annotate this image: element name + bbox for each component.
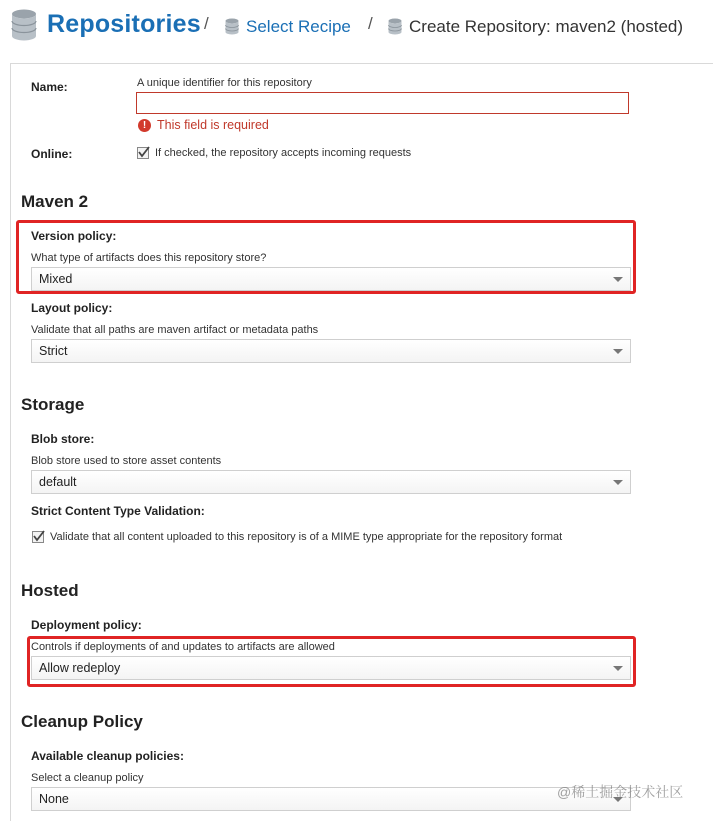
watermark-text: @稀土掘金技术社区 (557, 784, 684, 800)
breadcrumb (0, 0, 713, 52)
layout-policy-value: Strict (39, 344, 68, 358)
layout-policy-select[interactable] (31, 339, 631, 363)
online-checkbox-text: If checked, the repository accepts incoming requests (155, 147, 412, 159)
cleanup-policy-value: None (39, 792, 69, 806)
form-panel (10, 63, 713, 821)
database-icon (225, 18, 239, 35)
deployment-policy-value: Allow redeploy (39, 661, 121, 675)
version-policy-value: Mixed (39, 272, 73, 286)
layout-policy-label: Layout policy: (31, 301, 113, 315)
cleanup-policies-label: Available cleanup policies: (31, 749, 184, 763)
section-storage: Storage (21, 395, 85, 414)
strict-content-checkbox-text: Validate that all content uploaded to this repository is of a MIME type appropriate for the repository format (50, 531, 563, 543)
cleanup-policies-help: Select a cleanup policy (31, 772, 144, 784)
section-hosted: Hosted (21, 581, 79, 600)
section-cleanup: Cleanup Policy (21, 712, 143, 731)
name-help: A unique identifier for this repository (137, 77, 312, 89)
name-error (138, 118, 269, 132)
layout-policy-help: Validate that all paths are maven artifact or metadata paths (31, 324, 319, 336)
cleanup-policy-select[interactable] (31, 787, 631, 811)
database-icon (11, 9, 37, 41)
blob-store-value: default (39, 475, 77, 489)
chevron-down-icon (613, 349, 623, 354)
name-input[interactable] (136, 92, 629, 114)
blob-store-label: Blob store: (31, 432, 95, 446)
page-title[interactable]: Repositories (47, 10, 201, 38)
online-label: Online: (31, 147, 73, 161)
version-policy-label: Version policy: (31, 229, 117, 243)
database-icon (388, 18, 402, 35)
version-policy-help: What type of artifacts does this repository store? (31, 252, 267, 264)
error-icon: ! (138, 119, 151, 132)
strict-content-checkbox[interactable] (32, 531, 44, 543)
strict-content-label: Strict Content Type Validation: (31, 504, 205, 518)
checkmark-icon (32, 529, 46, 543)
breadcrumb-select-recipe[interactable]: Select Recipe (246, 17, 351, 36)
highlight-version-policy (16, 220, 636, 294)
online-checkbox[interactable] (137, 147, 149, 159)
breadcrumb-current: Create Repository: maven2 (hosted) (409, 17, 684, 36)
breadcrumb-separator: / (204, 14, 209, 33)
chevron-down-icon (613, 480, 623, 485)
name-error-text: This field is required (157, 118, 269, 132)
highlight-deployment-policy (27, 636, 636, 687)
name-label: Name: (31, 80, 68, 94)
blob-store-help: Blob store used to store asset contents (31, 455, 222, 467)
watermark (557, 782, 683, 802)
deployment-policy-help: Controls if deployments of and updates to artifacts are allowed (31, 641, 335, 653)
breadcrumb-separator: / (368, 14, 373, 33)
deployment-policy-label: Deployment policy: (31, 618, 142, 632)
checkmark-icon (137, 145, 151, 159)
section-maven: Maven 2 (21, 192, 89, 211)
blob-store-select[interactable] (31, 470, 631, 494)
